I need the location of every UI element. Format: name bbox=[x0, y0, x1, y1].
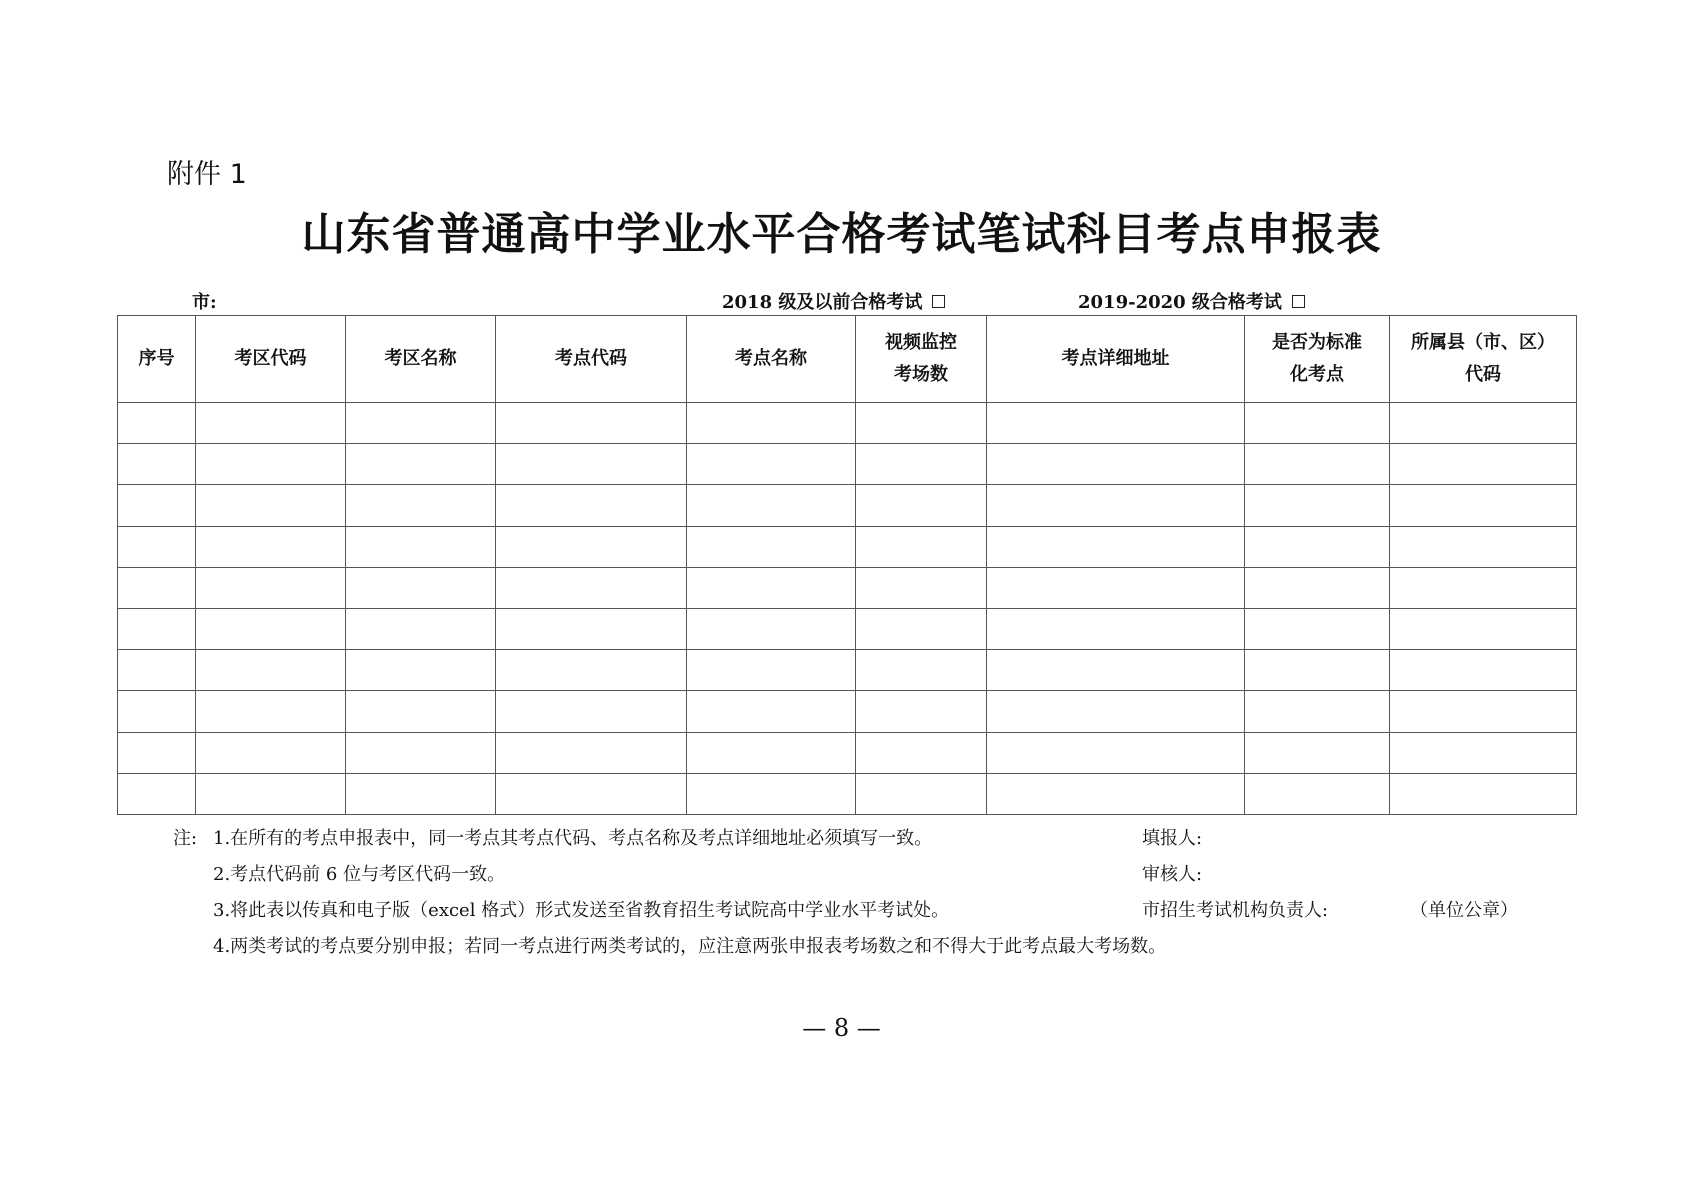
table-cell[interactable] bbox=[987, 485, 1245, 526]
table-cell[interactable] bbox=[118, 732, 196, 773]
table-cell[interactable] bbox=[1390, 650, 1577, 691]
table-cell[interactable] bbox=[346, 485, 496, 526]
table-cell[interactable] bbox=[687, 732, 856, 773]
table-header-row bbox=[118, 316, 1577, 403]
table-cell[interactable] bbox=[1390, 732, 1577, 773]
attachment-label: 附件 1 bbox=[167, 159, 247, 190]
table-cell[interactable] bbox=[118, 650, 196, 691]
reviewer-label: 审核人: bbox=[1142, 864, 1203, 885]
form-title: 山东省普通高中学业水平合格考试笔试科目考点申报表 bbox=[301, 209, 1382, 260]
page-number: — 8 — bbox=[802, 1014, 881, 1042]
table-cell[interactable] bbox=[346, 567, 496, 608]
table-cell[interactable] bbox=[496, 526, 687, 567]
table-cell[interactable] bbox=[346, 526, 496, 567]
table-cell[interactable] bbox=[856, 485, 987, 526]
table-cell[interactable] bbox=[687, 444, 856, 485]
table-cell[interactable] bbox=[118, 567, 196, 608]
table-row bbox=[118, 691, 1577, 732]
table-cell[interactable] bbox=[987, 526, 1245, 567]
table-cell[interactable] bbox=[856, 567, 987, 608]
header-district-code: 考区代码 bbox=[196, 316, 346, 403]
table-cell[interactable] bbox=[196, 526, 346, 567]
table-row bbox=[118, 650, 1577, 691]
table-cell[interactable] bbox=[687, 691, 856, 732]
table-cell[interactable] bbox=[346, 691, 496, 732]
table-cell[interactable] bbox=[196, 732, 346, 773]
table-cell[interactable] bbox=[856, 403, 987, 444]
table-row bbox=[118, 732, 1577, 773]
seal-label: （单位公章） bbox=[1410, 900, 1518, 921]
table-cell[interactable] bbox=[346, 444, 496, 485]
table-cell[interactable] bbox=[496, 650, 687, 691]
note-item: 4.两类考试的考点要分别申报；若同一考点进行两类考试的，应注意两张申报表考场数之和不得大于此考点最大考场数。 bbox=[213, 936, 1167, 957]
table-cell[interactable] bbox=[856, 444, 987, 485]
table-cell[interactable] bbox=[856, 732, 987, 773]
table-cell[interactable] bbox=[196, 608, 346, 649]
exam-option-2018-checkbox[interactable] bbox=[932, 295, 945, 308]
table-cell[interactable] bbox=[987, 608, 1245, 649]
table-cell[interactable] bbox=[1245, 526, 1390, 567]
exam-option-2018-label: 2018 级及以前合格考试 bbox=[722, 292, 923, 313]
note-item: 1.在所有的考点申报表中，同一考点其考点代码、考点名称及考点详细地址必须填写一致。 bbox=[213, 828, 933, 849]
table-row bbox=[118, 608, 1577, 649]
table-cell[interactable] bbox=[1390, 608, 1577, 649]
table-cell[interactable] bbox=[118, 608, 196, 649]
table-cell[interactable] bbox=[1245, 608, 1390, 649]
table-cell[interactable] bbox=[1245, 444, 1390, 485]
table-cell[interactable] bbox=[687, 403, 856, 444]
table-body bbox=[118, 403, 1577, 815]
table-cell[interactable] bbox=[118, 691, 196, 732]
table-cell[interactable] bbox=[1390, 567, 1577, 608]
header-video-rooms: 视频监控 考场数 bbox=[856, 316, 987, 403]
table-cell[interactable] bbox=[1245, 567, 1390, 608]
table-cell[interactable] bbox=[496, 403, 687, 444]
table-row bbox=[118, 526, 1577, 567]
table-cell[interactable] bbox=[346, 650, 496, 691]
table-cell[interactable] bbox=[1245, 485, 1390, 526]
table-cell[interactable] bbox=[496, 691, 687, 732]
table-cell[interactable] bbox=[856, 608, 987, 649]
table-row bbox=[118, 444, 1577, 485]
head-label: 市招生考试机构负责人: bbox=[1142, 900, 1329, 921]
header-standardized: 是否为标准 化考点 bbox=[1245, 316, 1390, 403]
table-cell[interactable] bbox=[196, 773, 346, 814]
table-cell[interactable] bbox=[856, 691, 987, 732]
table-cell[interactable] bbox=[196, 444, 346, 485]
table-cell[interactable] bbox=[1245, 403, 1390, 444]
notes-prefix: 注: bbox=[173, 828, 198, 849]
table-cell[interactable] bbox=[196, 485, 346, 526]
note-item: 3.将此表以传真和电子版（excel 格式）形式发送至省教育招生考试院高中学业水平考试处。 bbox=[213, 900, 950, 921]
table-cell[interactable] bbox=[496, 732, 687, 773]
header-site-code: 考点代码 bbox=[496, 316, 687, 403]
table-row bbox=[118, 773, 1577, 814]
table-cell[interactable] bbox=[118, 485, 196, 526]
table-cell[interactable] bbox=[1390, 403, 1577, 444]
exam-option-2019-2020 bbox=[1078, 288, 1305, 314]
header-index: 序号 bbox=[118, 316, 196, 403]
exam-option-2019-2020-label: 2019-2020 级合格考试 bbox=[1078, 292, 1282, 313]
table-cell[interactable] bbox=[196, 691, 346, 732]
table-cell[interactable] bbox=[1390, 691, 1577, 732]
table-cell[interactable] bbox=[196, 403, 346, 444]
table-cell[interactable] bbox=[346, 403, 496, 444]
table-cell[interactable] bbox=[987, 773, 1245, 814]
table-cell[interactable] bbox=[496, 444, 687, 485]
table-cell[interactable] bbox=[856, 526, 987, 567]
table-cell[interactable] bbox=[496, 485, 687, 526]
table-cell[interactable] bbox=[856, 773, 987, 814]
header-site-address: 考点详细地址 bbox=[987, 316, 1245, 403]
table-cell[interactable] bbox=[856, 650, 987, 691]
table-cell[interactable] bbox=[1245, 691, 1390, 732]
table-cell[interactable] bbox=[346, 732, 496, 773]
table-cell[interactable] bbox=[987, 691, 1245, 732]
table-cell[interactable] bbox=[496, 567, 687, 608]
table-row bbox=[118, 403, 1577, 444]
table-cell[interactable] bbox=[1390, 526, 1577, 567]
table-cell[interactable] bbox=[196, 650, 346, 691]
table-cell[interactable] bbox=[687, 650, 856, 691]
exam-option-2019-2020-checkbox[interactable] bbox=[1292, 295, 1305, 308]
table-row bbox=[118, 485, 1577, 526]
table-cell[interactable] bbox=[687, 567, 856, 608]
table-cell[interactable] bbox=[118, 773, 196, 814]
table-cell[interactable] bbox=[496, 608, 687, 649]
table-cell[interactable] bbox=[1390, 485, 1577, 526]
application-table bbox=[117, 315, 1577, 815]
header-district-name: 考区名称 bbox=[346, 316, 496, 403]
table-cell[interactable] bbox=[987, 444, 1245, 485]
table-cell[interactable] bbox=[987, 567, 1245, 608]
table-cell[interactable] bbox=[1390, 444, 1577, 485]
table-cell[interactable] bbox=[118, 403, 196, 444]
note-item: 2.考点代码前 6 位与考区代码一致。 bbox=[213, 864, 506, 885]
table-cell[interactable] bbox=[1245, 732, 1390, 773]
table-cell[interactable] bbox=[118, 444, 196, 485]
table-cell[interactable] bbox=[1245, 650, 1390, 691]
exam-option-2018 bbox=[722, 288, 945, 314]
table-cell[interactable] bbox=[687, 485, 856, 526]
table-cell[interactable] bbox=[496, 773, 687, 814]
table-cell[interactable] bbox=[687, 608, 856, 649]
table-cell[interactable] bbox=[196, 567, 346, 608]
table-cell[interactable] bbox=[687, 773, 856, 814]
table-cell[interactable] bbox=[987, 732, 1245, 773]
table-cell[interactable] bbox=[1390, 773, 1577, 814]
header-site-name: 考点名称 bbox=[687, 316, 856, 403]
table-cell[interactable] bbox=[987, 650, 1245, 691]
header-county-code: 所属县（市、区） 代码 bbox=[1390, 316, 1577, 403]
filler-label: 填报人: bbox=[1142, 828, 1203, 849]
city-label: 市: bbox=[192, 292, 217, 313]
table-cell[interactable] bbox=[987, 403, 1245, 444]
table-cell[interactable] bbox=[346, 608, 496, 649]
table-cell[interactable] bbox=[346, 773, 496, 814]
table-cell[interactable] bbox=[118, 526, 196, 567]
table-row bbox=[118, 567, 1577, 608]
table-cell[interactable] bbox=[687, 526, 856, 567]
table-cell[interactable] bbox=[1245, 773, 1390, 814]
